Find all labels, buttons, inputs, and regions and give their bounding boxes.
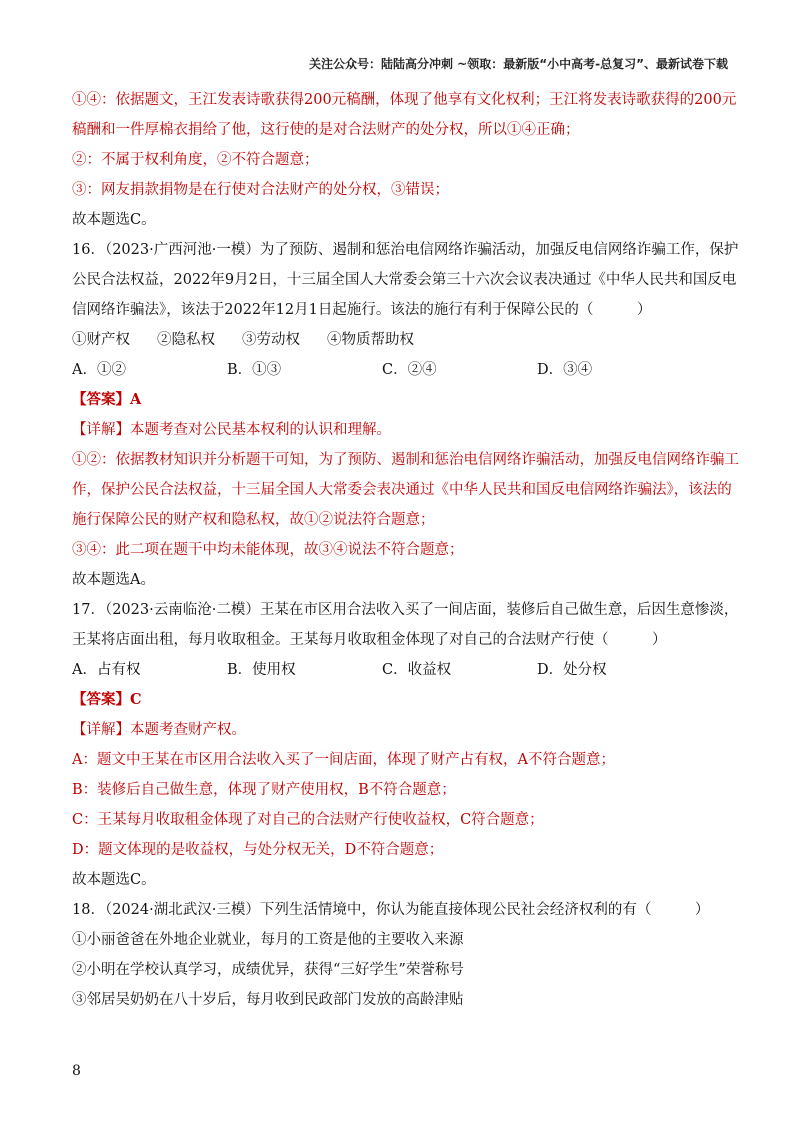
option-a: A．占有权: [72, 662, 141, 678]
analysis-line: ③④：此二项在题干中均未能体现，故③④说法不符合题意；: [72, 542, 464, 558]
option-b: B．①③: [227, 362, 282, 378]
item: ①财产权: [72, 332, 130, 348]
question-line: 16．（2023·广西河池·一模）为了预防、遏制和惩治电信网络诈骗活动，加强反电信网络诈骗工作，保护: [72, 242, 739, 258]
answer: 【答案】A: [72, 391, 142, 408]
item: ①小丽爸爸在外地企业就业，每月的工资是他的主要收入来源: [72, 932, 464, 948]
conclusion: 故本题选C。: [72, 212, 156, 228]
item: ③劳动权: [242, 332, 300, 348]
question-items: [72, 325, 732, 355]
analysis-line: C：王某每月收取租金体现了对自己的合法财产行使收益权，C符合题意；: [72, 812, 544, 828]
question-line: 18．（2024·湖北武汉·三模）下列生活情境中，你认为能直接体现公民社会经济权利的有（ ）: [72, 902, 710, 918]
analysis-line: B：装修后自己做生意，体现了财产使用权，B不符合题意；: [72, 782, 456, 798]
conclusion: 故本题选C。: [72, 872, 156, 888]
page-number: 8: [72, 1063, 81, 1079]
option-c: C．②④: [382, 362, 437, 378]
option-b: B．使用权: [227, 662, 296, 678]
analysis-line: 施行保障公民的财产权和隐私权，故①②说法符合题意；: [72, 512, 435, 528]
analysis-line: ①②：依据教材知识并分析题干可知，为了预防、遏制和惩治电信网络诈骗活动，加强反电信网络诈骗工: [72, 452, 739, 468]
answer-options: [72, 655, 732, 685]
document-body: [72, 85, 739, 1015]
analysis-line: 作，保护公民合法权益，十三届全国人大常委会表决通过《中华人民共和国反电信网络诈骗法》，该法的: [72, 482, 732, 498]
question-line: 公民合法权益，2022年9月2日，十三届全国人大常委会第三十六次会议表决通过《中华人民共和国反电: [72, 272, 737, 288]
analysis-line: ②：不属于权利角度，②不符合题意；: [72, 152, 319, 168]
option-c: C．收益权: [382, 662, 452, 678]
question-line: 王某将店面出租，每月收取租金。王某每月收取租金体现了对自己的合法财产行使（ ）: [72, 632, 667, 648]
option-d: D．处分权: [537, 662, 607, 678]
question-line: 17．（2023·云南临沧·二模）王某在市区用合法收入买了一间店面，装修后自己做生意，后因生意惨淡，: [72, 602, 739, 618]
page-header: 关注公众号：陆陆高分冲刺 ~领取：最新版“小中高考-总复习”、最新试卷下载: [309, 57, 728, 71]
analysis-line: ①④：依据题文，王江发表诗歌获得200元稿酬，体现了他享有文化权利；王江将发表诗歌获得的200元: [72, 92, 737, 108]
analysis-line: ③：网友捐款捐物是在行使对合法财产的处分权，③错误；: [72, 182, 449, 198]
question-line: 信网络诈骗法》，该法于2022年12月1日起施行。该法的施行有利于保障公民的（ ）: [72, 302, 652, 318]
answer-options: [72, 355, 732, 385]
analysis-line: D：题文体现的是收益权，与处分权无关，D不符合题意；: [72, 842, 444, 858]
item: ②小明在学校认真学习，成绩优异，获得“三好学生”荣誉称号: [72, 962, 464, 978]
item: ④物质帮助权: [327, 332, 414, 348]
item: ③邻居吴奶奶在八十岁后，每月收到民政部门发放的高龄津贴: [72, 992, 464, 1008]
answer: 【答案】C: [72, 691, 142, 708]
analysis-line: A：题文中王某在市区用合法收入买了一间店面，体现了财产占有权，A不符合题意；: [72, 752, 615, 768]
item: ②隐私权: [157, 332, 215, 348]
detail: 【详解】本题考查对公民基本权利的认识和理解。: [72, 422, 391, 438]
option-a: A．①②: [72, 362, 126, 378]
conclusion: 故本题选A。: [72, 572, 155, 588]
option-d: D．③④: [537, 362, 593, 378]
detail: 【详解】本题考查财产权。: [72, 722, 246, 738]
analysis-line: 稿酬和一件厚棉衣捐给了他，这行使的是对合法财产的处分权，所以①④正确；: [72, 122, 580, 138]
